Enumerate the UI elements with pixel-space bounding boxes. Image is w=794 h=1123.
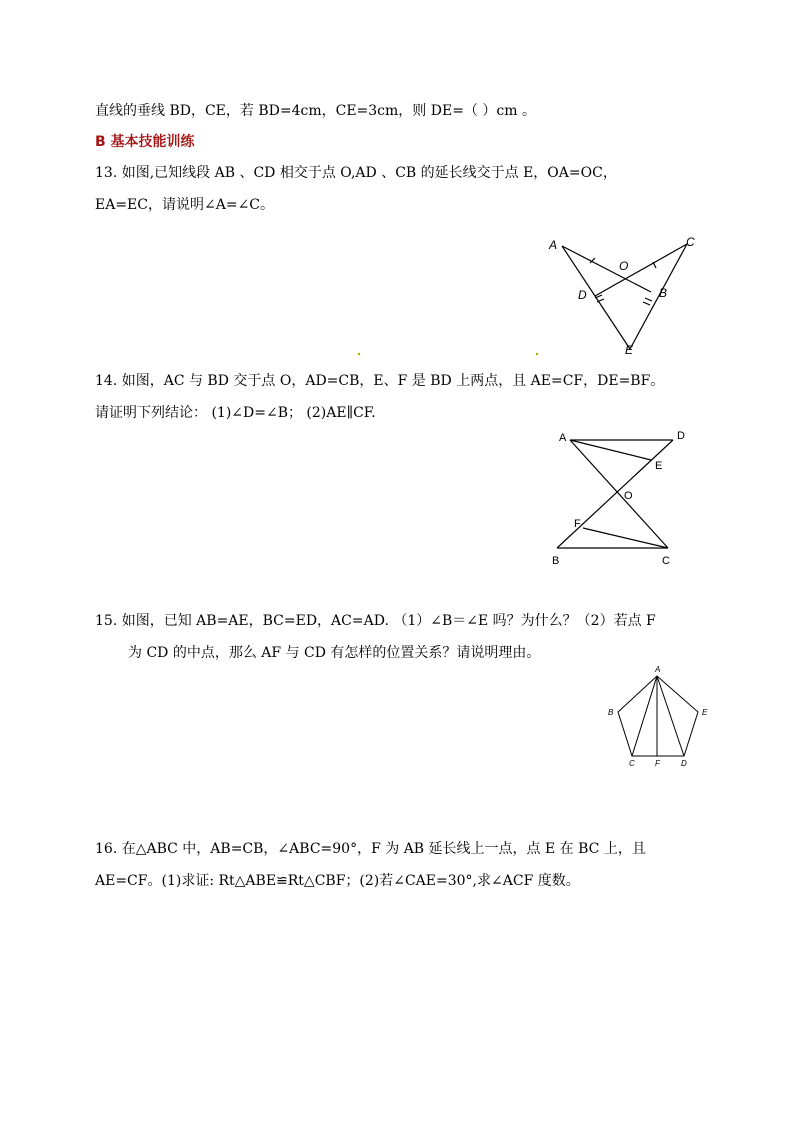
fig15-label-a: A — [655, 665, 661, 674]
fig14-label-f: F — [574, 518, 581, 530]
fig14-label-c: C — [662, 555, 670, 567]
text-line-0: 直线的垂线 BD，CE，若 BD=4cm，CE=3cm，则 DE=（ ）cm 。 — [95, 103, 536, 119]
fig13-tick-b2 — [643, 302, 650, 305]
question-14-line-1: 14. 如图，AC 与 BD 交于点 O，AD=CB，E、F 是 BD 上两点，且 AE=CF，DE=BF。 — [95, 373, 665, 389]
question-16-line-1: 16. 在△ABC 中，AB=CB，∠ABC=90°，F 为 AB 延长线上一点，点 E 在 BC 上，且 — [95, 841, 646, 857]
fig14-label-a: A — [559, 432, 567, 444]
fig13-label-o: O — [619, 259, 629, 273]
fig14-segment-ac — [570, 440, 668, 548]
question-16-line-2: AE=CF。(1)求证: Rt△ABE≌Rt△CBF；(2)若∠CAE=30°,求∠ACF 度数。 — [95, 873, 580, 889]
fig13-label-b: B — [659, 286, 668, 300]
figure-13 — [540, 232, 705, 360]
fig14-label-d: D — [677, 430, 685, 442]
fig13-label-d: D — [578, 288, 587, 302]
fig14-label-b: B — [552, 555, 560, 567]
fig15-label-e: E — [702, 708, 708, 717]
fig13-segment-ab — [562, 246, 651, 292]
fig14-segment-ae — [570, 440, 651, 460]
fig14-label-o: O — [624, 490, 633, 502]
question-13-line-1: 13. 如图,已知线段 AB 、CD 相交于点 O,AD 、CB 的延长线交于点 E，OA=OC， — [95, 165, 617, 181]
fig15-label-c: C — [629, 759, 635, 768]
fig15-label-b: B — [608, 708, 614, 717]
question-13-line-2: EA=EC，请说明∠A=∠C。 — [95, 197, 275, 213]
figure-14 — [545, 425, 705, 570]
fig14-segment-bd — [557, 440, 673, 548]
figure-15 — [600, 662, 715, 772]
stray-mark-1 — [358, 353, 360, 355]
fig13-label-a: A — [549, 238, 558, 252]
fig13-label-e: E — [625, 343, 634, 357]
fig15-label-f: F — [655, 759, 660, 768]
section-heading-b: B 基本技能训练 — [95, 134, 195, 150]
fig13-label-c: C — [686, 235, 695, 249]
question-15-line-2: 为 CD 的中点，那么 AF 与 CD 有怎样的位置关系？请说明理由。 — [128, 645, 541, 661]
question-14-line-2: 请证明下列结论： (1)∠D=∠B； (2)AE∥CF. — [95, 405, 376, 421]
fig13-tick-b1 — [645, 298, 652, 301]
fig14-segment-cf — [583, 528, 668, 548]
stray-mark-2 — [536, 353, 538, 355]
fig15-pentagon — [618, 676, 698, 756]
question-15-line-1: 15. 如图，已知 AB=AE，BC=ED，AC=AD. （1）∠B＝∠E 吗？为什么？（2）若点 F — [95, 613, 656, 629]
fig14-label-e: E — [655, 460, 663, 472]
fig15-label-d: D — [681, 759, 687, 768]
